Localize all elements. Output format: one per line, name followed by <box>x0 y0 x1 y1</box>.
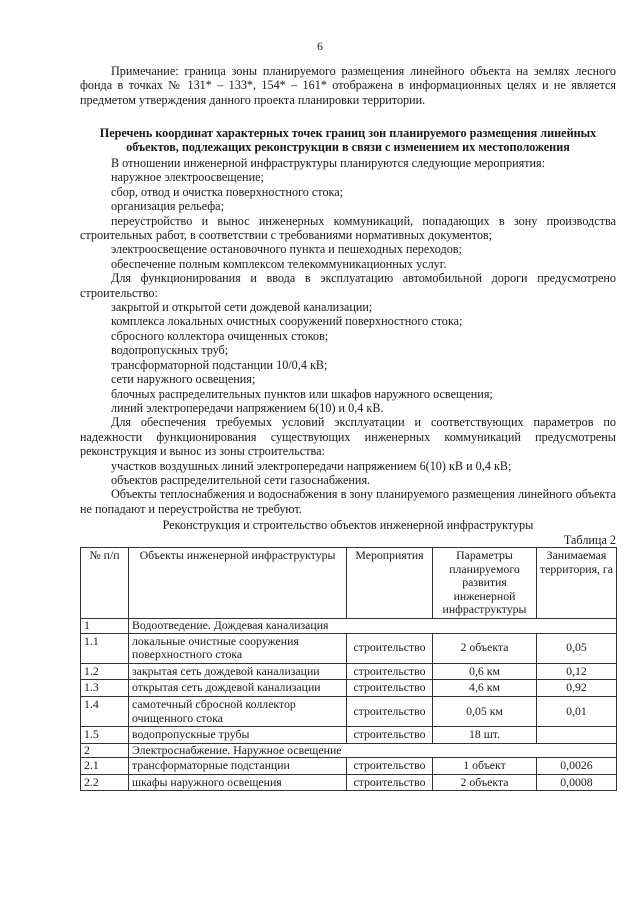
reconstruction-paragraph: Для обеспечения требуемых условий эксплуатации и соответствующих параметров по надежности функционирования существующих инженерных коммуникаций предусмотрены реконструкция и вынос из зоны строительства: <box>80 415 616 459</box>
table-row <box>81 680 617 697</box>
row-object: водопропускные трубы <box>129 727 347 744</box>
row-measure: строительство <box>347 680 433 697</box>
row-object: шкафы наружного освещения <box>129 774 347 791</box>
measure-item: электроосвещение остановочного пункта и пешеходных переходов; <box>111 242 462 257</box>
row-object: трансформаторные подстанции <box>129 758 347 775</box>
row-param: 2 объекта <box>433 633 537 663</box>
intro-paragraph: В отношении инженерной инфраструктуры планируются следующие мероприятия: <box>111 156 546 170</box>
section-heading <box>80 126 616 155</box>
row-measure: строительство <box>347 774 433 791</box>
measure-item: сбор, отвод и очистка поверхностного стока; <box>111 184 344 199</box>
table-row <box>81 663 617 680</box>
table-section-row <box>81 743 617 758</box>
page-number: 6 <box>317 41 323 53</box>
table-header-row <box>81 547 617 618</box>
row-num: 1.4 <box>81 696 129 726</box>
row-num: 1 <box>81 618 129 633</box>
construction-item: линий электропередачи напряжением 6(10) и 0,4 кВ. <box>111 400 384 415</box>
closing-paragraph: Объекты теплоснабжения и водоснабжения в зону планируемого размещения линейного объекта не попадают и переустройства не требуют. <box>80 487 616 516</box>
row-measure: строительство <box>347 663 433 680</box>
row-object: закрытая сеть дождевой канализации <box>129 663 347 680</box>
document-body <box>80 156 616 791</box>
row-param: 0,6 км <box>433 663 537 680</box>
construction-item: закрытой и открытой сети дождевой канализации; <box>111 300 373 315</box>
construction-paragraph: Для функционирования и ввода в эксплуатацию автомобильной дороги предусмотрено строительство: <box>80 271 616 300</box>
row-area: 0,12 <box>537 663 617 680</box>
measure-item: обеспечение полным комплексом телекоммуникационных услуг. <box>111 256 447 271</box>
table-row <box>81 774 617 791</box>
row-area: 0,0008 <box>537 774 617 791</box>
measure-item: наружное электроосвещение; <box>111 170 264 185</box>
construction-item: трансформаторной подстанции 10/0,4 кВ; <box>111 357 328 372</box>
reconstruction-item: участков воздушных линий электропередачи напряжением 6(10) кВ и 0,4 кВ; <box>111 458 512 473</box>
header-num: № п/п <box>81 547 129 618</box>
row-num: 2 <box>81 743 129 758</box>
section-title: Электроснабжение. Наружное освещение <box>129 743 617 758</box>
row-area <box>537 727 617 744</box>
row-area: 0,01 <box>537 696 617 726</box>
measure-item: организация рельефа; <box>111 199 224 214</box>
row-measure: строительство <box>347 727 433 744</box>
table-row <box>81 633 617 663</box>
header-param: Параметры планируемого развития инженерной инфраструктуры <box>433 547 537 618</box>
row-object: самотечный сбросной коллектор очищенного стока <box>129 696 347 726</box>
construction-item: блочных распределительных пунктов или шкафов наружного освещения; <box>111 386 493 401</box>
table-number: Таблица 2 <box>563 532 616 547</box>
row-num: 2.1 <box>81 758 129 775</box>
table-row <box>81 727 617 744</box>
table-section-row <box>81 618 617 633</box>
row-area: 0,92 <box>537 680 617 697</box>
measure-item: переустройство и вынос инженерных коммуникаций, попадающих в зону производства строительных работ, в соответствии с требованиями нормативных документов; <box>80 213 616 243</box>
row-num: 1.5 <box>81 727 129 744</box>
section-title: Водоотведение. Дождевая канализация <box>129 618 617 633</box>
row-num: 1.3 <box>81 680 129 697</box>
row-object: локальные очистные сооружения поверхностного стока <box>129 633 347 663</box>
infrastructure-table <box>80 547 617 792</box>
header-object: Объекты инженерной инфраструктуры <box>129 547 347 618</box>
reconstruction-item: объектов распределительной сети газоснабжения. <box>111 472 371 487</box>
table-row <box>81 696 617 726</box>
row-object: открытая сеть дождевой канализации <box>129 680 347 697</box>
row-num: 1.1 <box>81 633 129 663</box>
header-area: Занимаемая территория, га <box>537 547 617 618</box>
row-measure: строительство <box>347 633 433 663</box>
note-text: Примечание: граница зоны планируемого размещения линейного объекта на землях лесного фонда в точках № 131* – 133*, 154* – 161* отображена в информационных целях и не является предметом утверждения данного проекта планировки территории. <box>80 64 616 107</box>
header-measure: Мероприятия <box>347 547 433 618</box>
row-num: 2.2 <box>81 774 129 791</box>
construction-item: комплекса локальных очистных сооружений поверхностного стока; <box>111 314 463 329</box>
table-caption: Реконструкция и строительство объектов инженерной инфраструктуры <box>162 518 534 533</box>
row-param: 1 объект <box>433 758 537 775</box>
row-param: 18 шт. <box>433 727 537 744</box>
table-row <box>81 758 617 775</box>
construction-item: сети наружного освещения; <box>111 372 256 387</box>
construction-item: сбросного коллектора очищенных стоков; <box>111 328 329 343</box>
note-paragraph <box>80 64 616 107</box>
construction-item: водопропускных труб; <box>111 343 229 358</box>
row-num: 1.2 <box>81 663 129 680</box>
row-area: 0,0026 <box>537 758 617 775</box>
row-measure: строительство <box>347 758 433 775</box>
row-param: 2 объекта <box>433 774 537 791</box>
row-param: 0,05 км <box>433 696 537 726</box>
row-measure: строительство <box>347 696 433 726</box>
heading-text: Перечень координат характерных точек границ зон планируемого размещения линейных объектов, подлежащих реконструкции в связи с изменением их местоположения <box>99 126 597 155</box>
row-area: 0,05 <box>537 633 617 663</box>
row-param: 4,6 км <box>433 680 537 697</box>
